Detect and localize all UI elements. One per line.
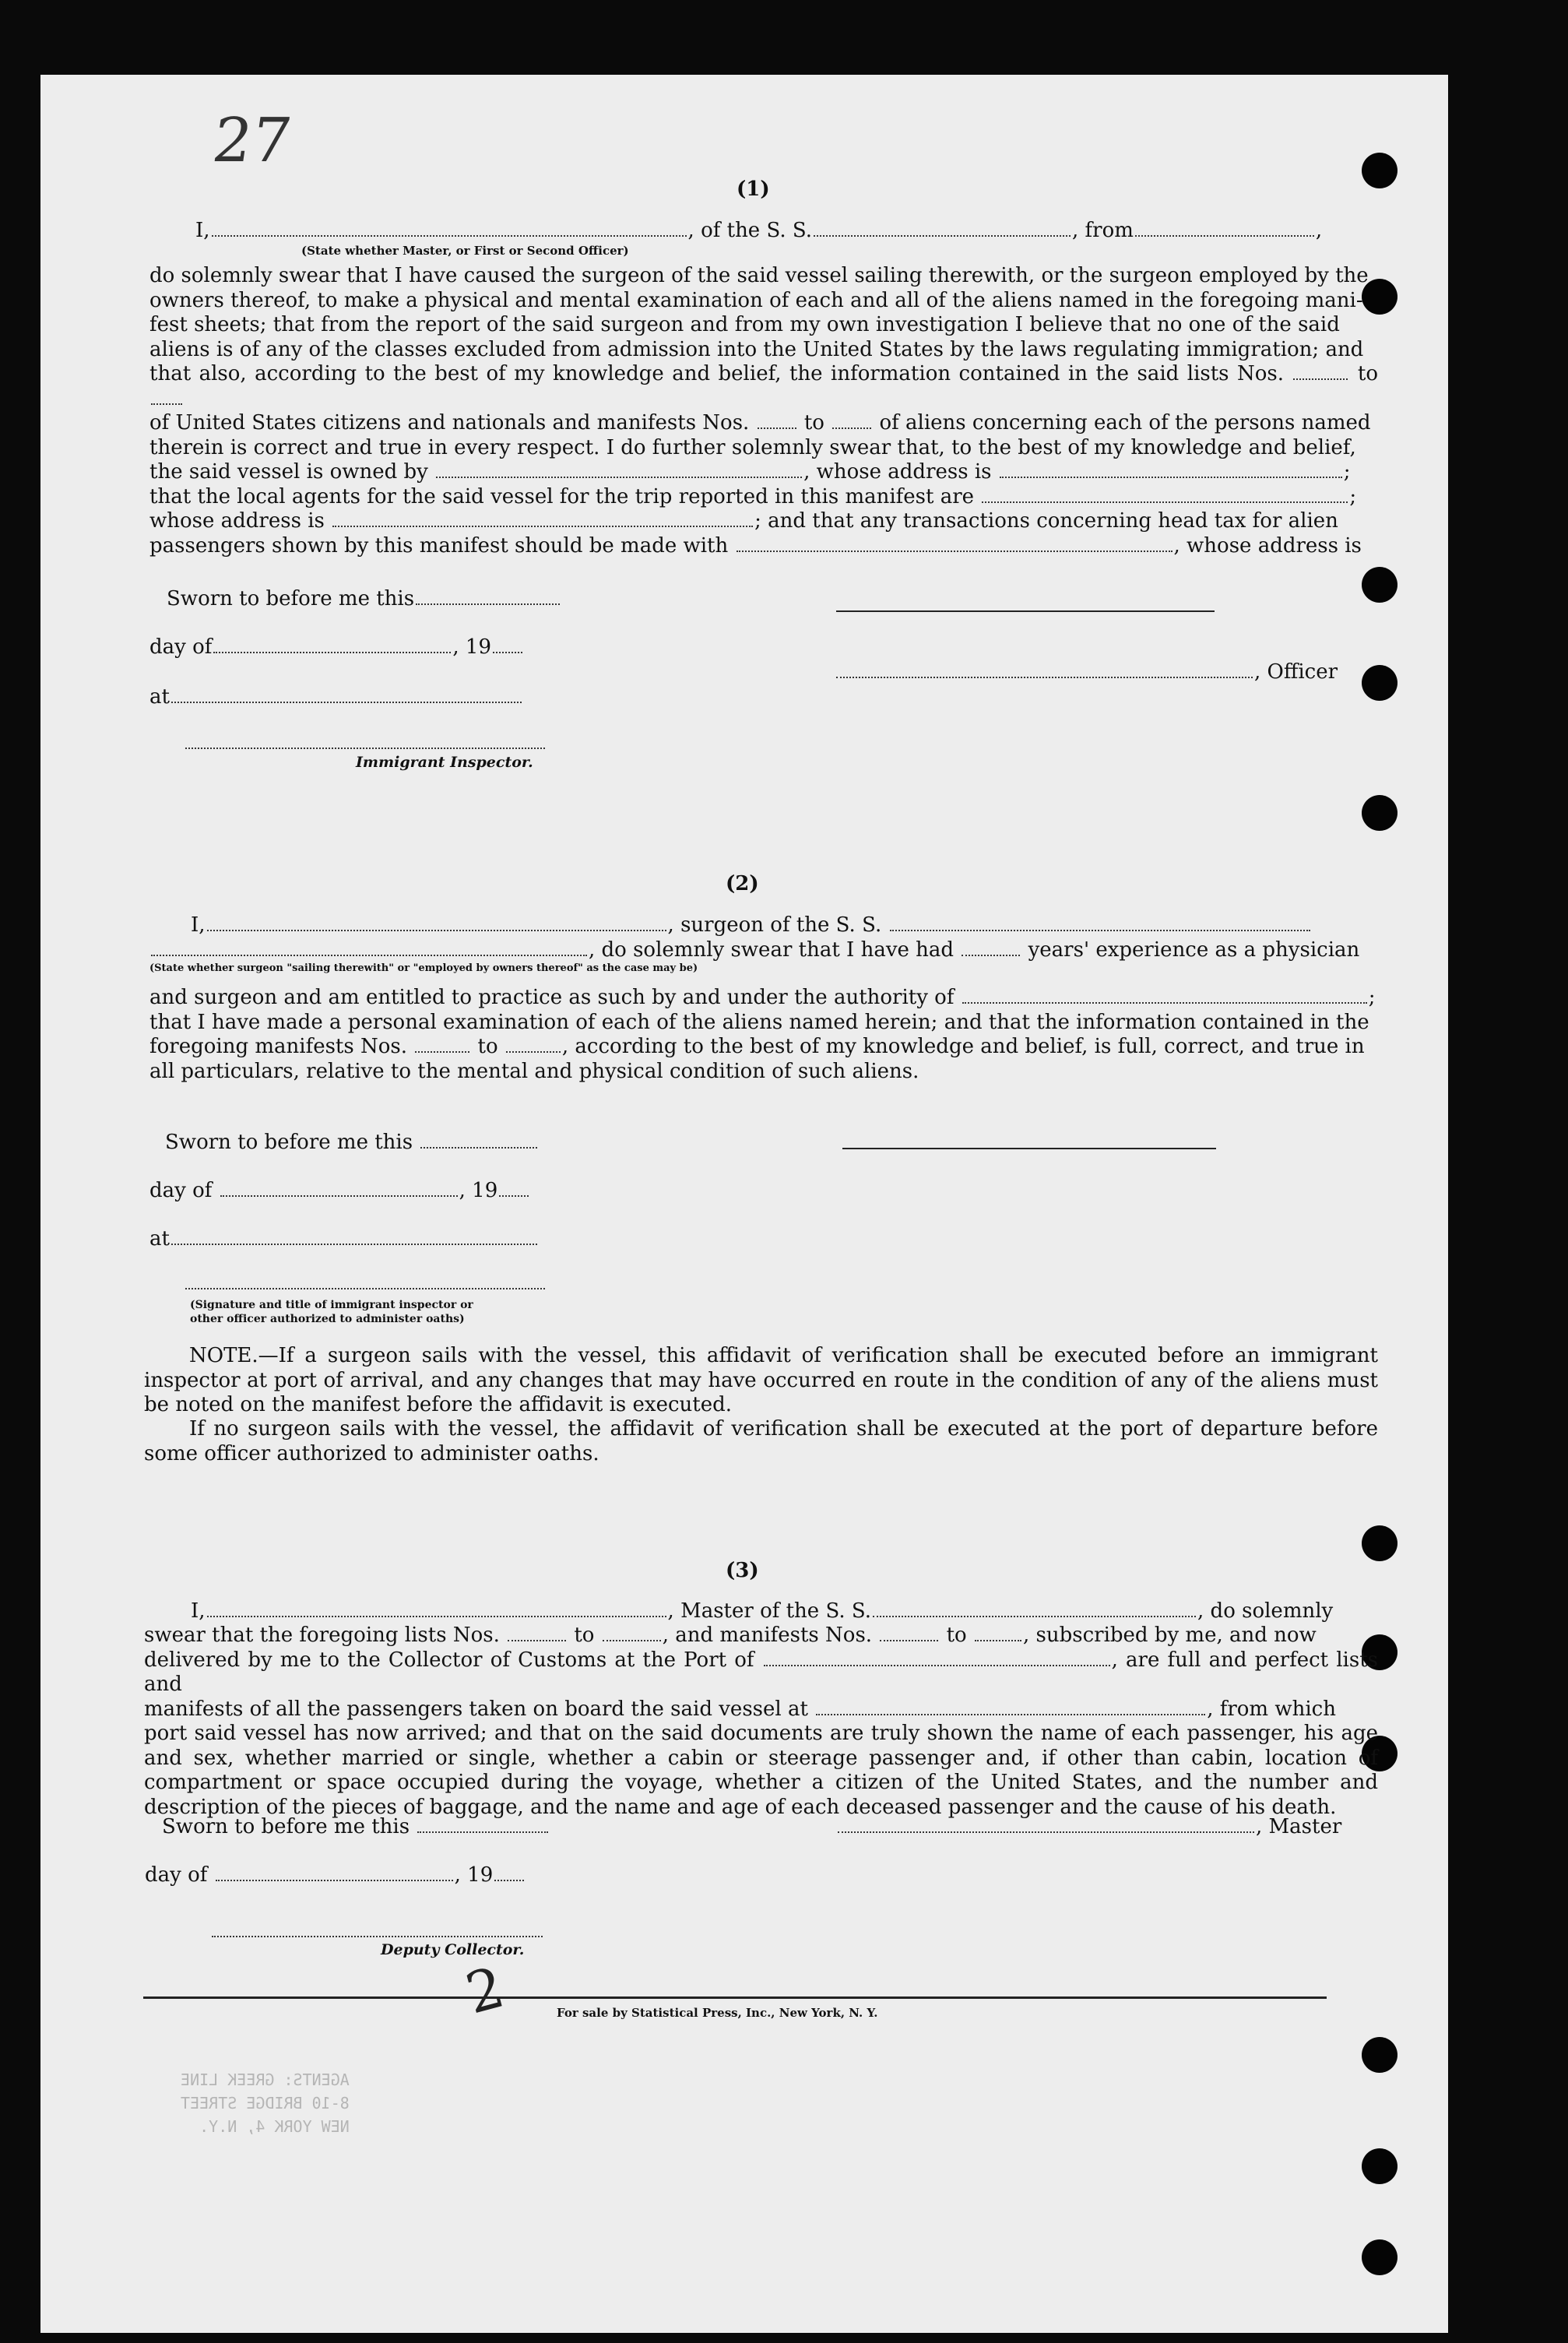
body-line: [149, 509, 1378, 534]
stamp-line: AGENTS: GREEK LINE: [181, 2070, 350, 2089]
blank-field[interactable]: [415, 1051, 469, 1053]
section3-body: [144, 1624, 1378, 1820]
stamp-line: NEW YORK 4, N.Y.: [199, 2117, 350, 2136]
blank-field[interactable]: [975, 1640, 1021, 1641]
label: , whose address is: [1173, 533, 1362, 558]
body-line: owners thereof, to make a physical and mental examination of each and all of the aliens named in the foregoing mani-: [149, 288, 1363, 312]
at-label: [149, 1227, 539, 1251]
label: at: [149, 1227, 170, 1251]
officer-label: [835, 660, 1338, 684]
signature-line[interactable]: [842, 1148, 1216, 1149]
body-line: [149, 411, 1378, 436]
section-number: (1): [737, 178, 770, 201]
label: Sworn to before me this: [165, 1131, 413, 1154]
body-line: therein is correct and true in every respect. I do further solemnly swear that, to the best of my knowledge and belief,: [149, 435, 1356, 459]
body-line: [144, 1624, 1378, 1648]
label: ;: [1349, 484, 1357, 508]
day-of-label: [149, 635, 524, 659]
label: that also, according to the best of my knowledge and belief, the information contained in the said lists Nos.: [149, 362, 1284, 385]
margin-page-number: 27: [208, 106, 296, 176]
label: , from: [1072, 219, 1134, 242]
blank-field[interactable]: [764, 1665, 1110, 1666]
sworn-label: [162, 1815, 550, 1838]
blank-field[interactable]: [332, 526, 753, 527]
binder-hole: [1362, 567, 1397, 603]
stamp-line: 8-10 BRIDGE STREET: [181, 2094, 350, 2113]
section1-body: [149, 264, 1378, 558]
label: I,: [191, 1599, 206, 1623]
label: , and manifests Nos.: [662, 1624, 873, 1647]
label: foregoing manifests Nos.: [149, 1035, 407, 1058]
blank-field[interactable]: [499, 1195, 529, 1197]
label: , of the S. S.: [687, 219, 813, 242]
blank-field[interactable]: [603, 1640, 661, 1641]
label: manifests of all the passengers taken on board the said vessel at: [144, 1697, 808, 1721]
blank-field[interactable]: [216, 1880, 453, 1881]
label: to: [574, 1624, 595, 1647]
label: whose address is: [149, 509, 325, 533]
label: Sworn to before me this: [162, 1815, 410, 1838]
label: ; and that any transactions concerning head tax for alien: [754, 509, 1338, 533]
label: , Officer: [1254, 660, 1338, 684]
body-line: [149, 1035, 1378, 1060]
body-line: [144, 1648, 1378, 1697]
label: swear that the foregoing lists Nos.: [144, 1624, 500, 1647]
label: ,: [1315, 219, 1323, 242]
body-line: [144, 1697, 1378, 1722]
footer-rule: [143, 1996, 1327, 1999]
label: to: [946, 1624, 967, 1647]
day-of-label: [149, 1179, 530, 1202]
label: , whose address is: [803, 460, 992, 484]
binder-hole: [1362, 1525, 1397, 1561]
blank-field[interactable]: [506, 1051, 561, 1053]
label: passengers shown by this manifest should be made with: [149, 533, 729, 558]
blank-field[interactable]: [873, 1616, 1196, 1617]
master-label: [836, 1815, 1341, 1838]
blank-field[interactable]: [832, 427, 871, 429]
blank-field[interactable]: [493, 652, 522, 653]
blank-field[interactable]: [508, 1640, 566, 1641]
footer-imprint: For sale by Statistical Press, Inc., New York, N. Y.: [557, 2006, 878, 2020]
blank-field[interactable]: [836, 677, 1253, 678]
blank-field[interactable]: [213, 652, 451, 653]
note-text: —If a surgeon sails with the vessel, this affidavit of verification shall be executed before an immigrant inspector at port of arrival, and any changes that may have occurred en route in the condition of any of the aliens must be noted on the manifest before the affidavit is executed.: [144, 1344, 1378, 1416]
handwritten-mark: 2: [459, 1954, 511, 2027]
note-label: NOTE.: [189, 1344, 258, 1367]
signature-caption: other officer authorized to administer oaths): [190, 1313, 465, 1325]
section1-line1: [195, 219, 1379, 242]
body-line: that I have made a personal examination of each of the aliens named herein; and that the information contained in the: [149, 1010, 1369, 1034]
blank-field[interactable]: [420, 1147, 537, 1149]
label: , do solemnly swear that I have had: [589, 938, 955, 962]
blank-field[interactable]: [171, 702, 522, 703]
section-number: (3): [726, 1559, 759, 1582]
label: day of: [149, 635, 213, 659]
section2-line1: [191, 913, 1312, 937]
label: , 19: [459, 1179, 498, 1202]
label: to: [1357, 362, 1379, 385]
blank-field[interactable]: [151, 403, 182, 405]
note-paragraph: If no surgeon sails with the vessel, the affidavit of verification shall be executed at the port of departure before some officer authorized to administer oaths.: [144, 1417, 1378, 1465]
body-line: do solemnly swear that I have caused the surgeon of the said vessel sailing therewith, or the surgeon employed by the: [149, 264, 1369, 287]
blank-field[interactable]: [207, 1616, 666, 1617]
collector-caption: Deputy Collector.: [381, 1941, 525, 1958]
field-caption: (State whether surgeon "sailing therewith" or "employed by owners thereof" as the case may be): [149, 962, 698, 974]
label: at: [149, 685, 170, 709]
body-paragraph: port said vessel has now arrived; and that on the said documents are truly shown the name of each passenger, his age and sex, whether married or single, whether a cabin or steerage passenger and, if other than cabin, location of compartment or space occupied during the voyage, whether a citizen of the United States, and the number and description of the pieces of baggage, and the name and age of each deceased passenger and the cause of his death.: [144, 1722, 1378, 1819]
label: that the local agents for the said vessel for the trip reported in this manifest are: [149, 484, 975, 508]
label: , are full and perfect lists and: [144, 1648, 1378, 1696]
label: ;: [1368, 986, 1376, 1009]
label: , Master: [1256, 1815, 1342, 1838]
label: and surgeon and am entitled to practice as such by and under the authority of: [149, 986, 955, 1009]
blank-field[interactable]: [890, 930, 1310, 931]
signature-line[interactable]: [212, 1936, 543, 1937]
label: delivered by me to the Collector of Customs at the Port of: [144, 1648, 754, 1672]
label: I,: [195, 219, 210, 242]
label: , surgeon of the S. S.: [667, 913, 882, 937]
section3-line1: [191, 1599, 1333, 1623]
label: , subscribed by me, and now: [1022, 1624, 1317, 1647]
signature-caption: (Signature and title of immigrant inspector or: [190, 1299, 473, 1311]
note-paragraph: [144, 1344, 1378, 1418]
section2-body: [149, 986, 1378, 1084]
blank-field[interactable]: [962, 955, 1020, 956]
body-line: [149, 485, 1378, 510]
blank-field[interactable]: [494, 1880, 524, 1881]
body-line: [149, 986, 1378, 1011]
signature-line[interactable]: [185, 1288, 545, 1289]
label: , 19: [454, 1863, 494, 1887]
label: , 19: [452, 635, 491, 659]
blank-field[interactable]: [737, 551, 1172, 552]
signature-line[interactable]: [185, 748, 545, 749]
blank-field[interactable]: [816, 1714, 1205, 1715]
body-line: [149, 460, 1378, 485]
label: I,: [191, 913, 206, 937]
label: the said vessel is owned by: [149, 460, 428, 484]
blank-field[interactable]: [436, 477, 802, 478]
day-of-label: [145, 1863, 526, 1887]
binder-hole: [1362, 665, 1397, 701]
label: years' experience as a physician: [1028, 938, 1360, 962]
label: of aliens concerning each of the persons named: [879, 411, 1371, 434]
label: of United States citizens and nationals and manifests Nos.: [149, 411, 750, 434]
label: , do solemnly: [1197, 1599, 1334, 1623]
field-caption: (State whether Master, or First or Second Officer): [301, 244, 629, 258]
blank-field[interactable]: [758, 427, 796, 429]
at-label: [149, 685, 523, 709]
label: to: [803, 411, 824, 434]
label: , Master of the S. S.: [667, 1599, 872, 1623]
section2-line2: [149, 938, 1359, 962]
label: day of: [145, 1863, 208, 1887]
label: , according to the best of my knowledge and belief, is full, correct, and true in: [561, 1035, 1365, 1058]
blank-field[interactable]: [417, 1831, 548, 1833]
body-line: [149, 534, 1378, 559]
blank-field[interactable]: [1135, 235, 1314, 237]
sworn-label: [165, 1131, 539, 1154]
blank-field[interactable]: [838, 1831, 1254, 1833]
label: , from which: [1207, 1697, 1336, 1721]
blank-field[interactable]: [171, 1244, 537, 1245]
signature-line[interactable]: [836, 610, 1215, 612]
binder-hole: [1362, 2148, 1397, 2184]
blank-field[interactable]: [416, 603, 560, 605]
binder-hole: [1362, 153, 1397, 188]
label: day of: [149, 1179, 213, 1202]
body-line: fest sheets; that from the report of the said surgeon and from my own investigation I believe that no one of the said: [149, 313, 1340, 336]
binder-hole: [1362, 2037, 1397, 2073]
binder-hole: [1362, 795, 1397, 831]
blank-field[interactable]: [151, 955, 587, 956]
body-line: all particulars, relative to the mental and physical condition of such aliens.: [149, 1059, 919, 1083]
blank-field[interactable]: [880, 1640, 938, 1641]
sworn-label: [167, 587, 561, 610]
blank-field[interactable]: [962, 1002, 1367, 1004]
blank-field[interactable]: [207, 930, 666, 931]
section-number: (2): [726, 872, 759, 895]
blank-field[interactable]: [1000, 477, 1342, 478]
affidavit-page: [40, 75, 1448, 2333]
label: ;: [1343, 460, 1351, 484]
body-line: [149, 362, 1378, 411]
label: to: [477, 1035, 498, 1058]
blank-field[interactable]: [1293, 378, 1348, 380]
bleed-through-stamp: [181, 2068, 350, 2138]
label: Sworn to before me this: [167, 587, 415, 610]
inspector-caption: Immigrant Inspector.: [356, 754, 533, 771]
blank-field[interactable]: [814, 235, 1071, 237]
body-line: aliens is of any of the classes excluded from admission into the United States by the laws regulating immigration; and: [149, 337, 1364, 361]
blank-field[interactable]: [220, 1195, 458, 1197]
blank-field[interactable]: [982, 501, 1348, 503]
binder-hole: [1362, 2239, 1397, 2275]
blank-field[interactable]: [212, 235, 687, 237]
